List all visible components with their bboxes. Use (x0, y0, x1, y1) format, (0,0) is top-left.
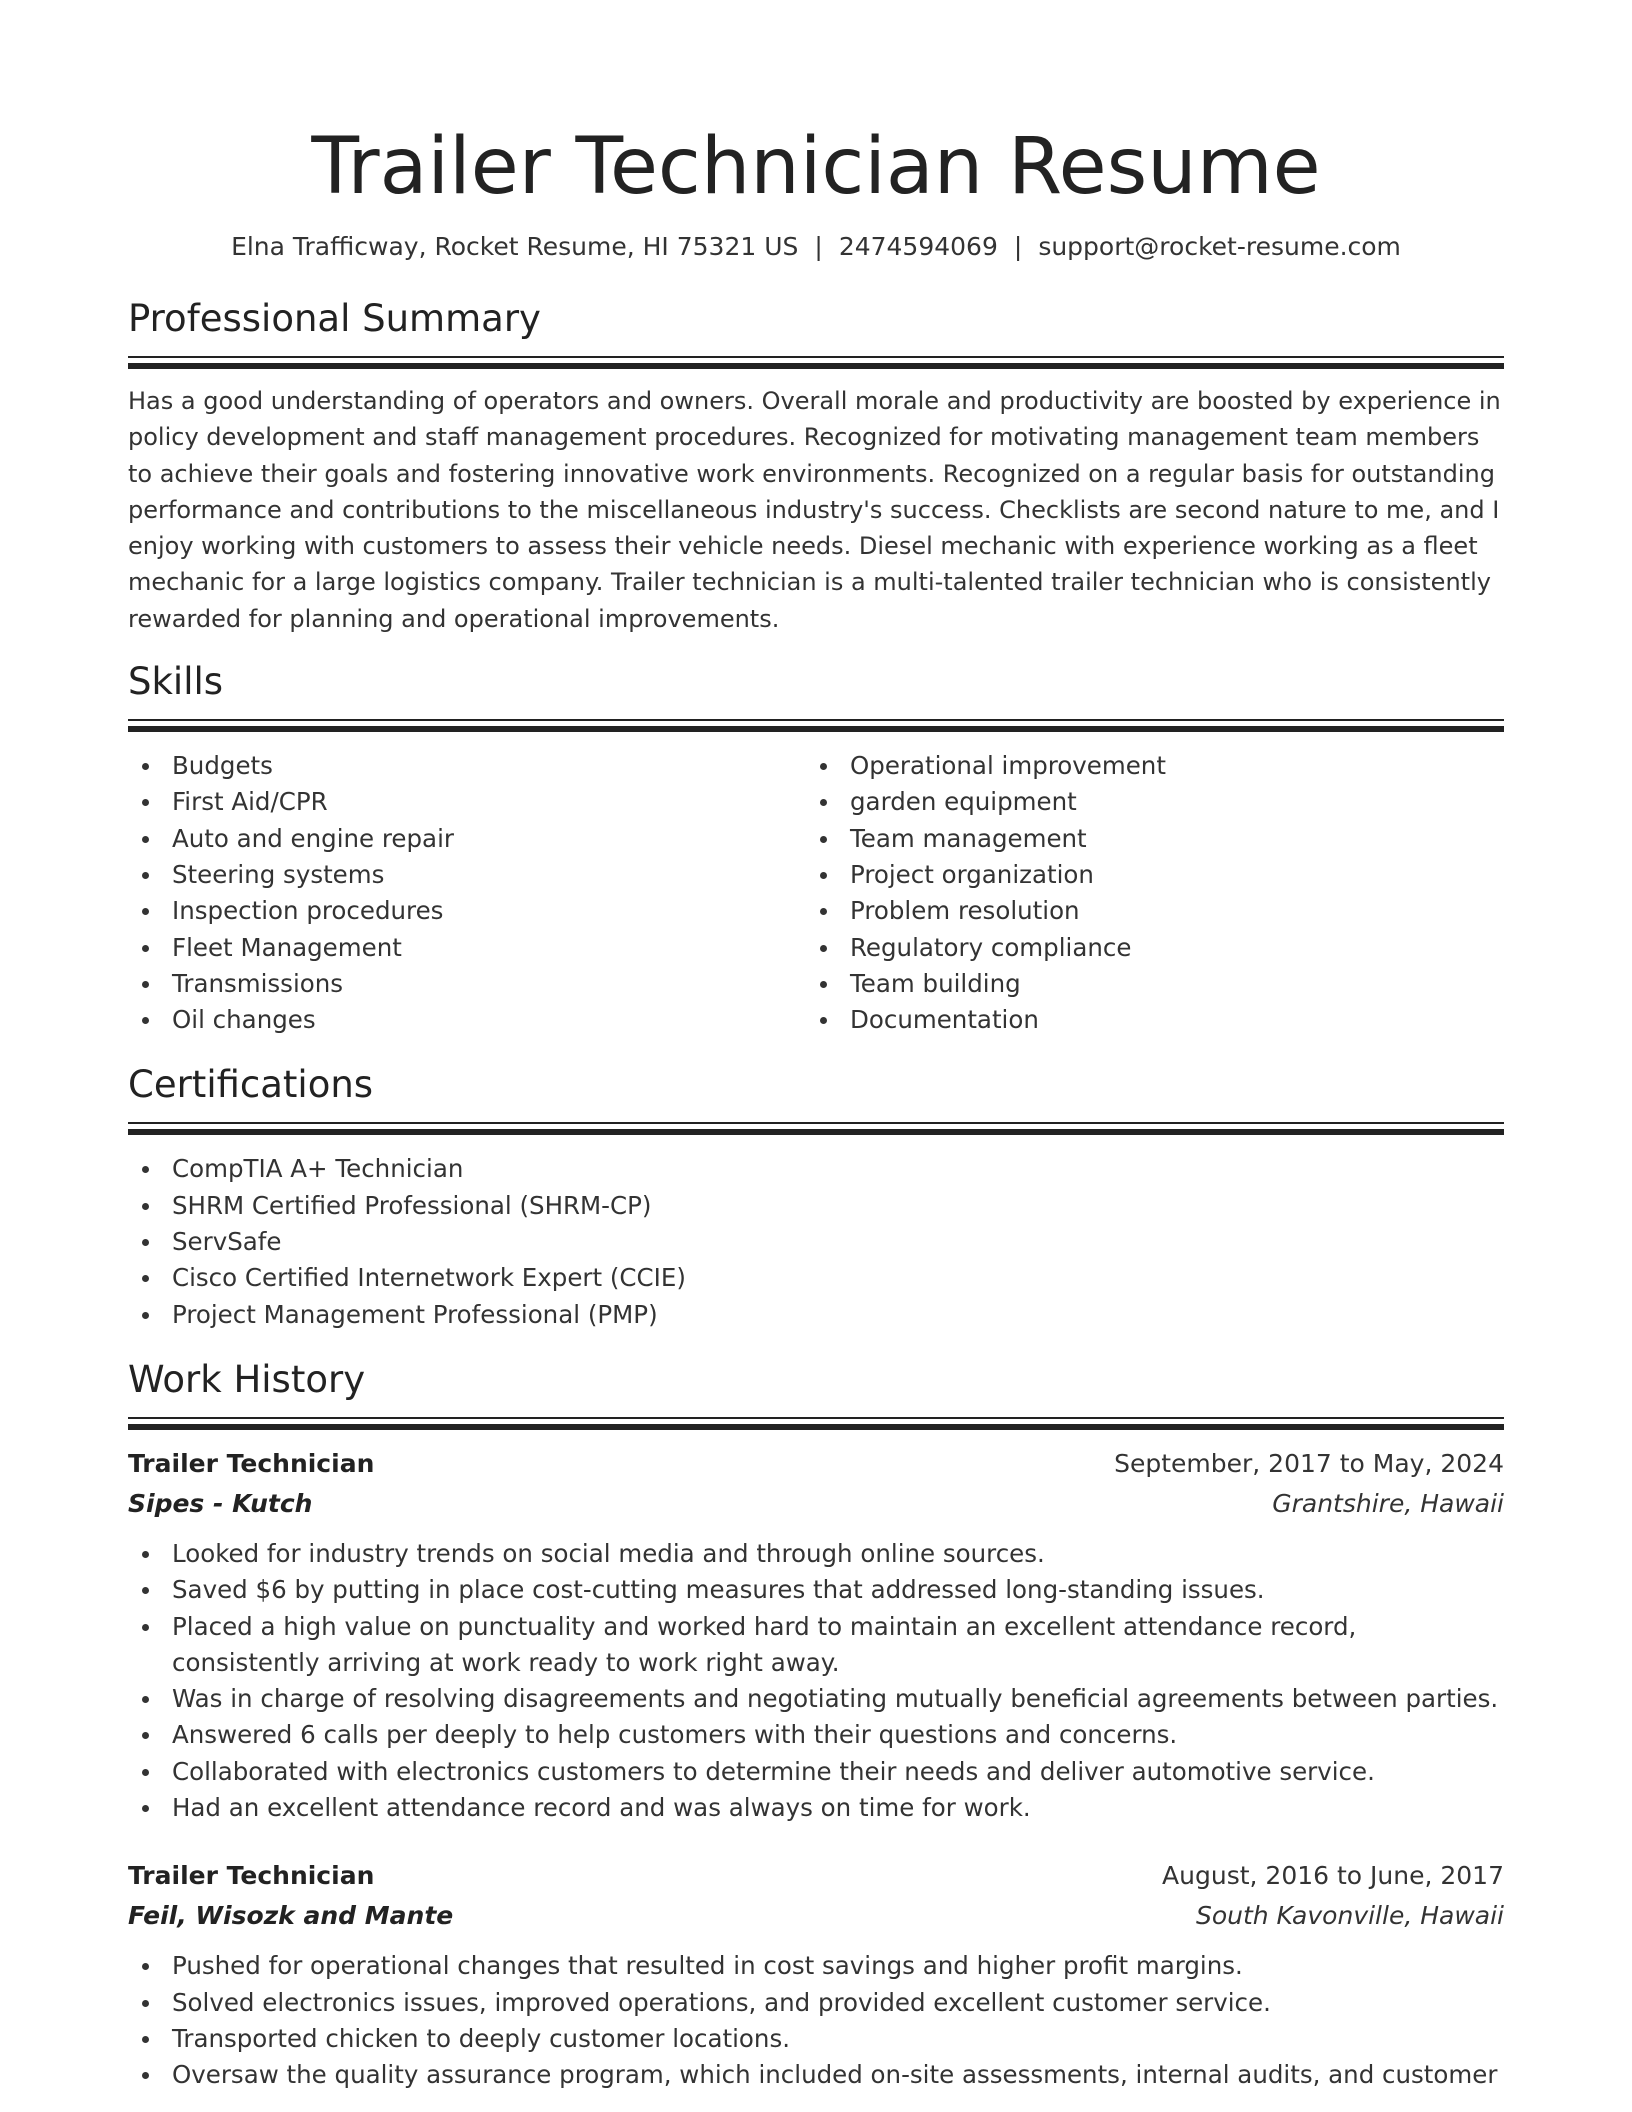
certifications-list (128, 1151, 1504, 1332)
job-duty-item: Answered 6 calls per deeply to help customers with their questions and concerns. (128, 1717, 1504, 1753)
job-entry (128, 1856, 1504, 2093)
skill-item: Operational improvement (806, 748, 1484, 784)
certification-item: SHRM Certified Professional (SHRM-CP) (128, 1188, 1504, 1224)
skill-item: Steering systems (128, 857, 806, 893)
job-duty-item: Had an excellent attendance record and was always on time for work. (128, 1790, 1504, 1826)
resume-page (128, 0, 1504, 2094)
skill-item: Project organization (806, 857, 1484, 893)
job-duty-item: Looked for industry trends on social media and through online sources. (128, 1536, 1504, 1572)
contact-phone: 2474594069 (838, 232, 998, 261)
section-divider (128, 1417, 1504, 1430)
skill-item: Budgets (128, 748, 806, 784)
skills-heading: Skills (128, 660, 224, 704)
contact-email: support@rocket-resume.com (1038, 232, 1401, 261)
section-divider (128, 356, 1504, 369)
job-entry (128, 1444, 1504, 1826)
skill-item: Team management (806, 821, 1484, 857)
job-duties-list (128, 1536, 1504, 1826)
job-subheader (128, 1484, 1504, 1524)
resume-title: Trailer Technician Resume (311, 122, 1321, 212)
job-duty-item: Oversaw the quality assurance program, which included on-site assessments, internal audits, and customer (128, 2057, 1504, 2093)
job-title: Trailer Technician (128, 1861, 375, 1891)
certifications-heading: Certifications (128, 1063, 374, 1107)
work-history-heading: Work History (128, 1357, 366, 1401)
skills-grid (128, 748, 1504, 1038)
certification-item: ServSafe (128, 1224, 1504, 1260)
certification-item: Project Management Professional (PMP) (128, 1297, 1504, 1333)
skill-item: Team building (806, 966, 1484, 1002)
job-duty-item: Pushed for operational changes that resulted in cost savings and higher profit margins. (128, 1948, 1504, 1984)
job-title: Trailer Technician (128, 1448, 375, 1478)
contact-separator: | (1013, 232, 1023, 261)
section-divider (128, 1122, 1504, 1135)
section-divider (128, 719, 1504, 732)
skill-item: Transmissions (128, 966, 806, 1002)
skills-column-right (806, 748, 1484, 1038)
job-duty-item: Transported chicken to deeply customer locations. (128, 2021, 1504, 2057)
skill-item: Oil changes (128, 1002, 806, 1038)
skills-column-left (128, 748, 806, 1038)
skill-item: Auto and engine repair (128, 821, 806, 857)
job-duty-item: Was in charge of resolving disagreements and negotiating mutually beneficial agreements between parties. (128, 1681, 1504, 1717)
summary-heading: Professional Summary (128, 297, 541, 340)
job-dates: September, 2017 to May, 2024 (1114, 1448, 1504, 1478)
certifications-section (128, 1060, 1504, 1332)
contact-separator: | (814, 232, 823, 261)
job-duty-item: Solved electronics issues, improved operations, and provided excellent customer service. (128, 1985, 1504, 2021)
certification-item: CompTIA A+ Technician (128, 1151, 1504, 1187)
job-dates: August, 2016 to June, 2017 (1162, 1861, 1504, 1891)
skill-item: First Aid/CPR (128, 784, 806, 820)
skills-section (128, 657, 1504, 1038)
contact-address: Elna Trafficway, Rocket Resume, HI 75321 US (231, 232, 799, 261)
certification-item: Cisco Certified Internetwork Expert (CCIE) (128, 1260, 1504, 1296)
job-location: Grantshire, Hawaii (1272, 1488, 1504, 1518)
job-duties-list (128, 1948, 1504, 2093)
job-duty-item: Collaborated with electronics customers to determine their needs and deliver automotive service. (128, 1754, 1504, 1790)
work-history-section (128, 1355, 1504, 2094)
job-subheader (128, 1896, 1504, 1936)
job-company: Sipes - Kutch (128, 1488, 313, 1518)
contact-line (128, 230, 1504, 264)
skill-item: Documentation (806, 1002, 1484, 1038)
skill-item: Inspection procedures (128, 893, 806, 929)
job-header (128, 1444, 1504, 1484)
job-duty-item: Saved $6 by putting in place cost-cutting measures that addressed long-standing issues. (128, 1572, 1504, 1608)
job-duty-item: Placed a high value on punctuality and worked hard to maintain an excellent attendance record, consistently arriving at work ready to work right away. (128, 1609, 1504, 1682)
skill-item: Regulatory compliance (806, 930, 1484, 966)
job-header (128, 1856, 1504, 1896)
job-location: South Kavonville, Hawaii (1195, 1901, 1504, 1931)
skill-item: Problem resolution (806, 893, 1484, 929)
summary-section (128, 294, 1504, 637)
skill-item: Fleet Management (128, 930, 806, 966)
summary-text: Has a good understanding of operators and owners. Overall morale and productivity are boosted by experience in policy development and staff management procedures. Recognized for motivating management team members to achieve their goals and fostering innovative work environments. Recognized on a regular basis for outstanding performance and contributions to the miscellaneous industry's success. Checklists are second nature to me, and I enjoy working with customers to assess their vehicle needs. Diesel mechanic with experience working as a fleet mechanic for a large logistics company. Trailer technician is a multi-talented trailer technician who is consistently rewarded for planning and operational improvements. (128, 387, 1501, 633)
job-company: Feil, Wisozk and Mante (128, 1901, 454, 1931)
skill-item: garden equipment (806, 784, 1484, 820)
